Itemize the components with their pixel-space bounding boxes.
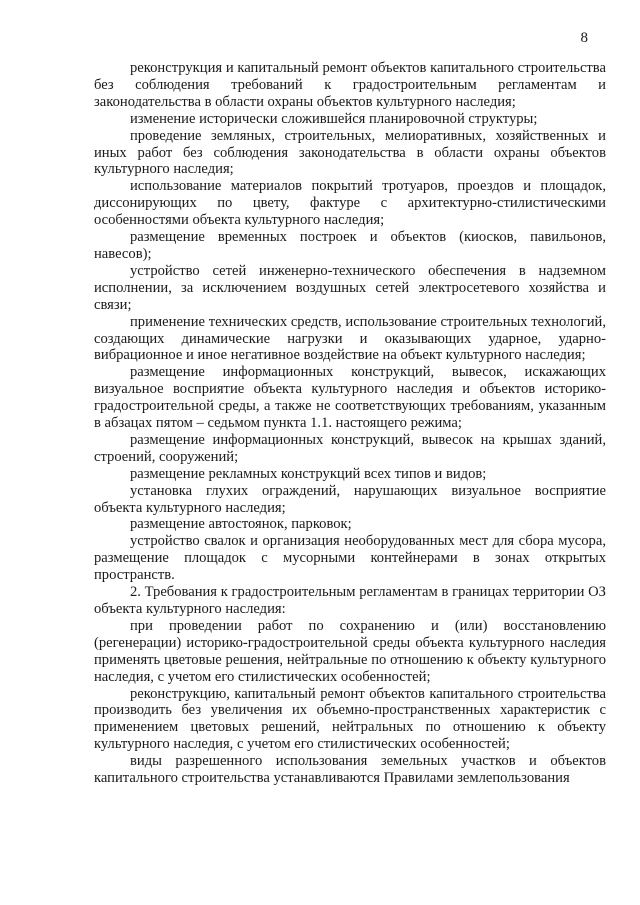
paragraph: виды разрешенного использования земельных участков и объектов капитального строительства устанавливаются Правилами землепользования	[94, 753, 606, 787]
paragraph: установка глухих ограждений, нарушающих визуальное восприятие объекта культурного наследия;	[94, 482, 606, 516]
page-number: 8	[580, 30, 588, 46]
paragraph: проведение земляных, строительных, мелиоративных, хозяйственных и иных работ без соблюдения законодательства в области охраны объектов культурного наследия;	[94, 127, 606, 178]
paragraph: реконструкцию, капитальный ремонт объектов капитального строительства производить без увеличения их объемно-пространственных характеристик с применением цветовых решений, нейтральных по отношению к объекту культурного наследия, с учетом его стилистических особенностей;	[94, 685, 606, 753]
paragraph: размещение рекламных конструкций всех типов и видов;	[130, 465, 487, 482]
paragraph: размещение информационных конструкций, вывесок, искажающих визуальное восприятие объекта культурного наследия и объектов историко-градостроительной среды, а также не соответствующих требованиям, указанным в абзацах пятом – седьмом пункта 1.1. настоящего режима;	[94, 364, 606, 432]
paragraph: изменение исторически сложившейся планировочной структуры;	[130, 110, 538, 127]
paragraph: при проведении работ по сохранению и (или) восстановлению (регенерации) историко-градостроительной среды объекта культурного наследия применять цветовые решения, нейтральные по отношению к объекту культурного наследия, с учетом его стилистических особенностей;	[94, 617, 606, 685]
paragraph: размещение автостоянок, парковок;	[130, 516, 352, 533]
section-heading-paragraph: 2. Требования к градостроительным регламентам в границах территории ОЗ объекта культурного наследия:	[94, 584, 606, 617]
paragraph: реконструкция и капитальный ремонт объектов капитального строительства без соблюдения требований к градостроительным регламентам и законодательства в области охраны объектов культурного наследия;	[94, 60, 606, 110]
paragraph: размещение временных построек и объектов (киосков, павильонов, навесов);	[94, 229, 606, 262]
paragraph: устройство сетей инженерно-технического обеспечения в надземном исполнении, за исключением воздушных сетей электросетевого хозяйства и связи;	[94, 262, 606, 313]
paragraph: применение технических средств, использование строительных технологий, создающих динамические нагрузки и оказывающих ударное, ударно-вибрационное и иное негативное воздействие на объект культурного наследия;	[94, 313, 606, 364]
paragraph: устройство свалок и организация необорудованных мест для сбора мусора, размещение площадок с мусорными контейнерами в зонах открытых пространств.	[94, 533, 606, 584]
paragraph: размещение информационных конструкций, вывесок на крышах зданий, строений, сооружений;	[94, 431, 606, 465]
document-body	[94, 60, 606, 787]
paragraph: использование материалов покрытий тротуаров, проездов и площадок, диссонирующих по цвету, фактуре с архитектурно-стилистическими особенностями объекта культурного наследия;	[94, 178, 606, 229]
